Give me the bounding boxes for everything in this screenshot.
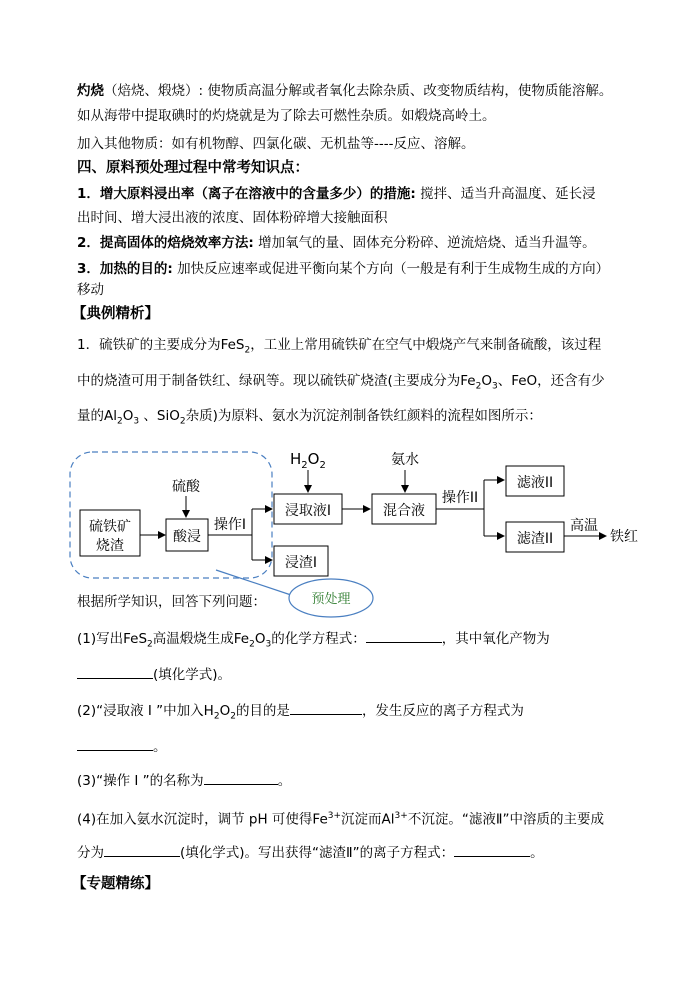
label-ore-1: 硫铁矿 xyxy=(89,519,131,535)
questions-intro: 根据所学知识，回答下列问题： xyxy=(77,594,266,610)
label-mix: 混合液 xyxy=(383,503,425,519)
subq-2-cont: 。 xyxy=(77,736,167,757)
text-line-other-substances: 加入其他物质：如有机物醇、四氯化碳、无机盐等----反应、溶解。 xyxy=(77,136,475,152)
subq-2: (2)“浸取液 I ”中加入$H_2O_2$的目的是 ，发生反应的离子方程式为 xyxy=(77,700,524,727)
label-residue1: 浸渣I xyxy=(284,555,318,571)
question-line-3: 量的$Al_2O_3$ 、SiO$_2$杂质)为原料、氨水为沉淀剂制备铁红颜料的流程如图所示： xyxy=(77,408,542,427)
answer-blank-4a[interactable] xyxy=(104,842,180,857)
subq-4-cont: 分为 (填化学式)。写出获得“滤渣Ⅱ”的离子方程式： 。 xyxy=(77,842,544,863)
question-line-1: 1．硫铁矿的主要成分为FeS$_2$，工业上常用硫铁矿在空气中煅烧产气来制备硫酸，该过程 xyxy=(77,337,602,356)
label-op2: 操作II xyxy=(441,490,479,506)
subq-1: (1)写出FeS$_2$高温煅烧生成$Fe_2O_3$的化学方程式： ，其中氧化产物为 xyxy=(77,628,550,655)
label-ammonia: 氨水 xyxy=(391,452,419,468)
example-heading: 【典例精析】 xyxy=(72,306,159,322)
label-op1: 操作I xyxy=(213,517,247,533)
point-1: 1．增大原料浸出率（离子在溶液中的含量多少）的措施: 搅拌、适当升高温度、延长浸 xyxy=(77,186,596,202)
label-residue2: 滤渣II xyxy=(516,531,554,547)
answer-blank-3[interactable] xyxy=(204,770,278,785)
subq-1-cont: (填化学式)。 xyxy=(77,664,231,685)
text-line-calcination: 灼烧（焙烧、煅烧）: 使物质高温分解或者氧化去除杂质、改变物质结构，使物质能溶解。 xyxy=(77,83,613,99)
label-liquid1: 浸取液I xyxy=(284,503,332,519)
label-pretreat: 预处理 xyxy=(311,592,351,607)
label-iron-red: 铁红 xyxy=(610,529,638,545)
section-heading-4: 四、原料预处理过程中常考知识点： xyxy=(77,160,309,176)
question-line-2: 中的烧渣可用于制备铁红、绿矾等。现以硫铁矿烧渣(主要成分为$Fe_2O_3$、FeO，还含有少 xyxy=(77,373,605,392)
label-high-temp: 高温 xyxy=(570,518,598,534)
point-3: 3．加热的目的: 加快反应速率或促进平衡向某个方向（一般是有利于生成物生成的方向） xyxy=(77,261,610,277)
text-line-example-kelp: 如从海带中提取碘时的灼烧就是为了除去可燃性杂质。如煅烧高岭土。 xyxy=(77,108,496,124)
point-2: 2．提高固体的焙烧效率方法: 增加氧气的量、固体充分粉碎、逆流焙烧、适当升温等。 xyxy=(77,235,596,251)
term-calcination: 灼烧 xyxy=(77,83,104,99)
label-leach: 酸浸 xyxy=(173,529,201,545)
point-3-cont: 移动 xyxy=(77,282,104,298)
label-acid: 硫酸 xyxy=(172,479,200,495)
answer-blank-1b[interactable] xyxy=(77,664,153,679)
label-filtrate2: 滤液II xyxy=(516,475,554,491)
label-h2o2: $H_2O_2$ xyxy=(290,450,326,471)
answer-blank-2a[interactable] xyxy=(290,700,362,715)
label-ore-2: 烧渣 xyxy=(96,538,124,554)
subq-4: (4)在加入氨水沉淀时，调节 pH 可使得$Fe^{3+}$沉淀而$Al^{3+}$不沉淀。“滤液Ⅱ”中溶质的主要成 xyxy=(77,811,604,828)
topic-heading: 【专题精练】 xyxy=(72,876,159,892)
answer-blank-1a[interactable] xyxy=(366,628,442,643)
point-1-cont: 出时间、增大浸出液的浓度、固体粉碎增大接触面积 xyxy=(77,210,388,226)
answer-blank-4b[interactable] xyxy=(454,842,530,857)
subq-3: (3)“操作 I ”的名称为 。 xyxy=(77,770,291,791)
answer-blank-2b[interactable] xyxy=(77,736,153,751)
